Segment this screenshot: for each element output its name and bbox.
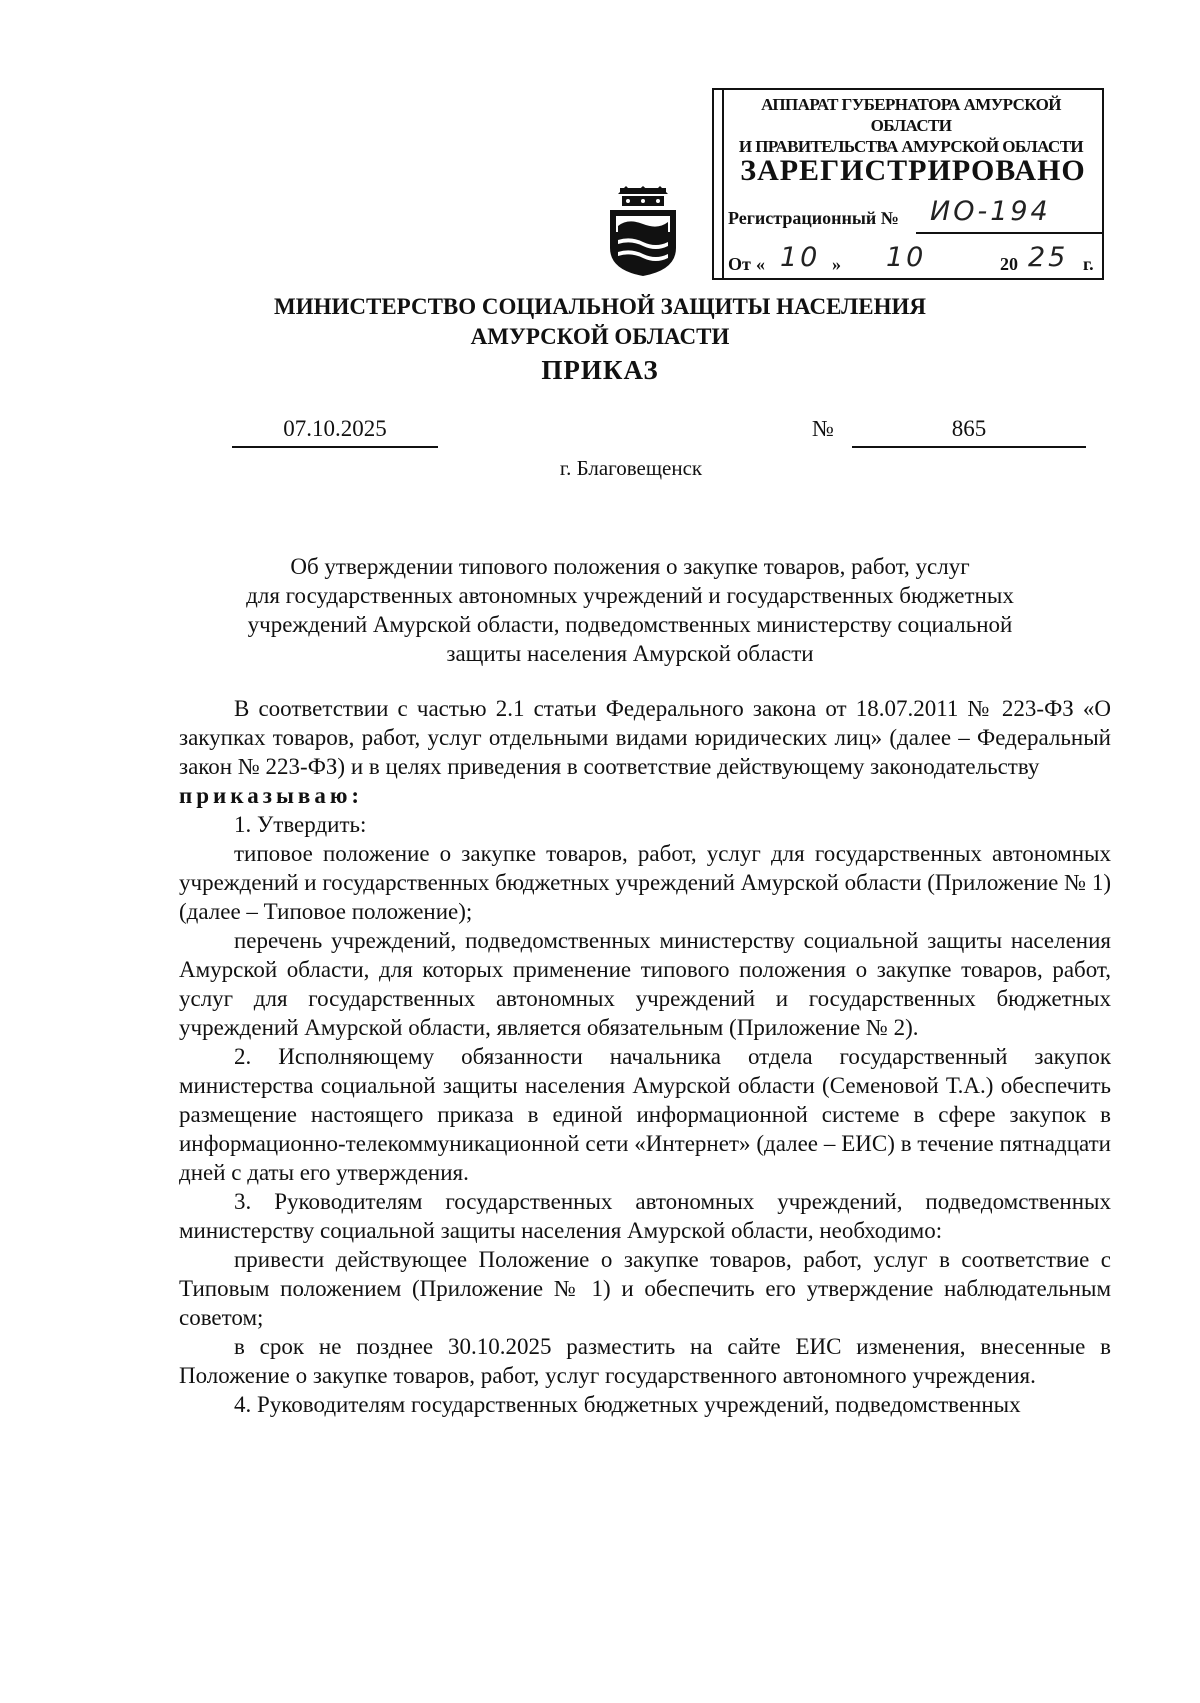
stamp-org-line1: АППАРАТ ГУБЕРНАТОРА АМУРСКОЙ ОБЛАСТИ bbox=[761, 95, 1061, 135]
stamp-month: 10 bbox=[886, 242, 927, 273]
stamp-date-line bbox=[728, 242, 1098, 284]
stamp-registration-line bbox=[728, 196, 1051, 229]
ministry-line2: АМУРСКОЙ ОБЛАСТИ bbox=[470, 324, 730, 349]
paragraph-3: 3. Руководителям государственных автономных учреждений, подведомственных министерству социальной защиты населения Амурской области, необходимо: bbox=[179, 1189, 1111, 1243]
ministry-name bbox=[0, 292, 1200, 352]
paragraph-3a: привести действующее Положение о закупке товаров, работ, услуг в соответствие с Типовым положением (Приложение № 1) и обеспечить его утверждение наблюдательным советом; bbox=[179, 1247, 1111, 1330]
amur-oblast-emblem-icon bbox=[606, 186, 680, 278]
title-line: защиты населения Амурской области bbox=[446, 641, 814, 666]
paragraph-2: 2. Исполняющему обязанности начальника отдела государственный закупок министерства социальной защиты населения Амурской области (Семеновой Т.А.) обеспечить размещение настоящего приказа в единой информационной системе в сфере закупок в информационно-телекоммуникационной сети «Интернет» (далее – ЕИС) в течение пятнадцати дней с даты его утверждения. bbox=[179, 1044, 1111, 1185]
stamp-org-line2: И ПРАВИТЕЛЬСТВА АМУРСКОЙ ОБЛАСТИ bbox=[738, 137, 1084, 156]
stamp-title: ЗАРЕГИСТРИРОВАНО bbox=[740, 154, 1086, 187]
document-type: ПРИКАЗ bbox=[541, 355, 659, 385]
stamp-reg-underline bbox=[916, 232, 1102, 234]
stamp-quote-close: » bbox=[832, 254, 841, 274]
stamp-day-underline bbox=[768, 278, 828, 280]
stamp-year-suffix: 25 bbox=[1028, 242, 1069, 273]
city: г. Благовещенск bbox=[559, 456, 703, 480]
stamp-day: 10 bbox=[780, 242, 821, 273]
paragraph-3b: в срок не позднее 30.10.2025 разместить на сайте ЕИС изменения, внесенные в Положение о закупке товаров, работ, услуг государственного автономного учреждения. bbox=[179, 1334, 1111, 1388]
stamp-date-prefix: От bbox=[728, 254, 751, 274]
order-number: 865 bbox=[852, 416, 1086, 448]
paragraph-4: 4. Руководителям государственных бюджетных учреждений, подведомственных bbox=[234, 1392, 1021, 1417]
order-date: 07.10.2025 bbox=[232, 416, 438, 448]
stamp-month-underline bbox=[860, 278, 998, 280]
order-body bbox=[179, 694, 1111, 1419]
stamp-year-mark: г. bbox=[1083, 254, 1094, 274]
title-line: учреждений Амурской области, подведомственных министерству социальной bbox=[247, 612, 1013, 637]
registration-stamp bbox=[712, 88, 1104, 280]
stamp-reg-label: Регистрационный № bbox=[728, 208, 899, 228]
stamp-year-prefix: 20 bbox=[1000, 254, 1018, 274]
ministry-line1: МИНИСТЕРСТВО СОЦИАЛЬНОЙ ЗАЩИТЫ НАСЕЛЕНИЯ bbox=[273, 294, 927, 319]
order-word: приказываю: bbox=[179, 783, 364, 808]
paragraph-1a: типовое положение о закупке товаров, работ, услуг для государственных автономных учреждений и государственных бюджетных учреждений Амурской области (Приложение № 1) (далее – Типовое положение); bbox=[179, 841, 1111, 924]
stamp-reg-number: ИО-194 bbox=[930, 196, 1051, 227]
stamp-quote-open: « bbox=[756, 254, 765, 274]
paragraph-1b: перечень учреждений, подведомственных министерству социальной защиты населения Амурской области, для которых применение типового положения о закупке товаров, работ, услуг для государственных автономных учреждений и государственных бюджетных учреждений Амурской области, является обязательным (Приложение № 2). bbox=[179, 928, 1111, 1040]
title-line: для государственных автономных учреждений и государственных бюджетных bbox=[246, 583, 1014, 608]
title-line: Об утверждении типового положения о закупке товаров, работ, услуг bbox=[290, 554, 970, 579]
order-title bbox=[190, 552, 1070, 668]
preamble-paragraph: В соответствии с частью 2.1 статьи Федерального закона от 18.07.2011 № 223-ФЗ «О закупках товаров, работ, услуг отдельными видами юридических лиц» (далее – Федеральный закон № 223-ФЗ) и в целях приведения в соответствие действующему законодательству bbox=[179, 696, 1111, 779]
stamp-organization bbox=[726, 94, 1096, 157]
stamp-inner-rule bbox=[722, 90, 724, 280]
number-sign: № bbox=[812, 416, 834, 441]
paragraph-1: 1. Утвердить: bbox=[234, 812, 367, 837]
stamp-year-underline bbox=[1022, 278, 1082, 280]
